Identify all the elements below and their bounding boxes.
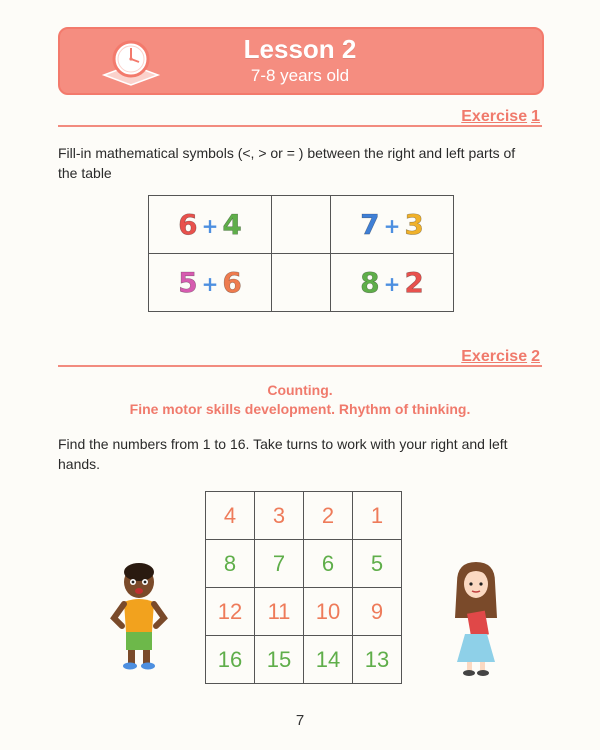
grid-cell[interactable]: 11 (255, 588, 304, 636)
grid-cell[interactable]: 9 (353, 588, 402, 636)
exercise-2-heading: Counting. (267, 382, 333, 398)
exercise-2-word: Exercise (461, 348, 528, 365)
digit: 7 (360, 208, 380, 241)
digit: 3 (404, 208, 424, 241)
exercise-1-instruction: Fill-in mathematical symbols (<, > or = ) between the right and left parts of the table (58, 145, 516, 181)
exercise-1-divider (58, 125, 542, 127)
grid-cell[interactable]: 8 (206, 540, 255, 588)
table-row (206, 588, 402, 636)
table-row (206, 636, 402, 684)
grid-cell[interactable]: 2 (304, 492, 353, 540)
lesson-subtitle: 7-8 years old (250, 66, 350, 85)
grid-cell[interactable]: 15 (255, 636, 304, 684)
boy-illustration (108, 560, 170, 675)
grid-cell[interactable]: 4 (206, 492, 255, 540)
table-row (149, 254, 454, 312)
digit: 6 (178, 208, 198, 241)
left-expression (149, 196, 272, 254)
grid-cell[interactable]: 10 (304, 588, 353, 636)
grid-cell[interactable]: 13 (353, 636, 402, 684)
plus-sign: + (201, 272, 219, 296)
exercise-2-subheading: Fine motor skills development. Rhythm of thinking. (129, 401, 471, 417)
comparison-table (148, 195, 454, 312)
clock-icon (100, 35, 162, 87)
right-expression (331, 254, 454, 312)
grid-cell[interactable]: 12 (206, 588, 255, 636)
exercise-2-divider (58, 365, 542, 367)
grid-cell[interactable]: 1 (353, 492, 402, 540)
left-expression (149, 254, 272, 312)
exercise-2-number: 2 (531, 348, 540, 365)
girl-illustration (445, 560, 507, 680)
exercise-1-label (461, 108, 540, 126)
digit: 6 (222, 266, 242, 299)
plus-sign: + (201, 214, 219, 238)
grid-cell[interactable]: 6 (304, 540, 353, 588)
right-expression (331, 196, 454, 254)
grid-cell[interactable]: 3 (255, 492, 304, 540)
number-grid (205, 491, 402, 684)
exercise-2-label (461, 348, 540, 366)
exercise-2-instruction: Find the numbers from 1 to 16. Take turns to work with your right and left hands. (58, 436, 508, 472)
lesson-title: Lesson 2 (243, 34, 357, 64)
page-number: 7 (295, 712, 305, 729)
digit: 5 (178, 266, 198, 299)
exercise-1-number: 1 (531, 108, 540, 125)
plus-sign: + (383, 272, 401, 296)
grid-cell[interactable]: 5 (353, 540, 402, 588)
exercise-1-word: Exercise (461, 108, 528, 125)
digit: 8 (360, 266, 380, 299)
plus-sign: + (383, 214, 401, 238)
digit: 4 (222, 208, 242, 241)
table-row (149, 196, 454, 254)
grid-cell[interactable]: 16 (206, 636, 255, 684)
symbol-blank-cell[interactable] (272, 254, 331, 312)
grid-cell[interactable]: 14 (304, 636, 353, 684)
digit: 2 (404, 266, 424, 299)
grid-cell[interactable]: 7 (255, 540, 304, 588)
table-row (206, 540, 402, 588)
symbol-blank-cell[interactable] (272, 196, 331, 254)
table-row (206, 492, 402, 540)
